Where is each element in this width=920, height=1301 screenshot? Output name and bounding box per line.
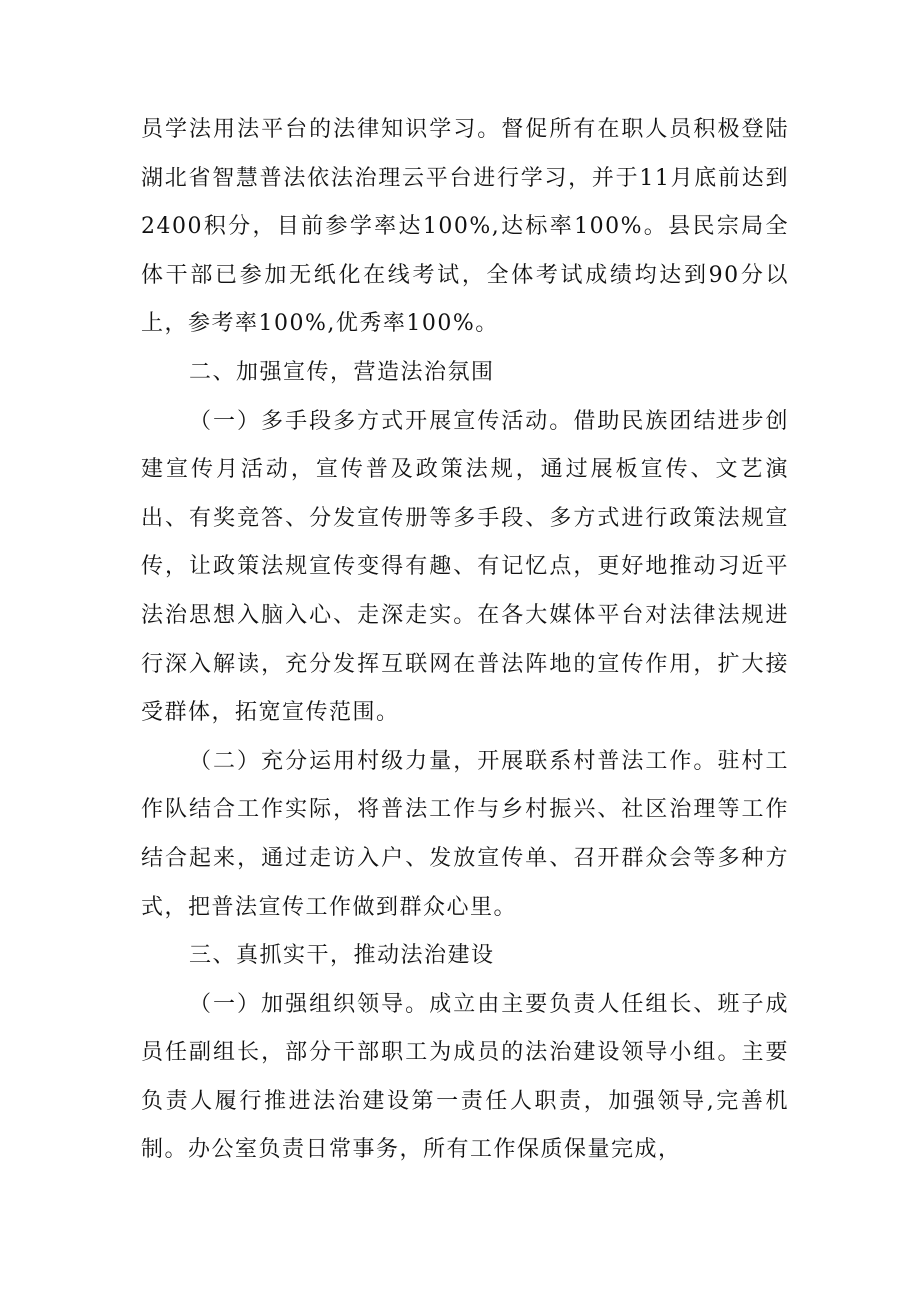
document-body <box>141 106 789 1175</box>
paragraph-2-2: （二）充分运用村级力量，开展联系村普法工作。驻村工作队结合工作实际，将普法工作与乡村振兴、社区治理等工作结合起来，通过走访入户、发放宣传单、召开群众会等多种方式，把普法宣传工作做到群众心里。 <box>141 748 789 920</box>
section-heading-2: 二、加强宣传，营造法治氛围 <box>189 359 495 385</box>
paragraph-3-1: （一）加强组织领导。成立由主要负责人任组长、班子成员任副组长，部分干部职工为成员的法治建设领导小组。主要负责人履行推进法治建设第一责任人职责，加强领导,完善机制。办公室负责日常事务，所有工作保质保量完成， <box>141 991 789 1163</box>
paragraph-2-1: （一）多手段多方式开展宣传活动。借助民族团结进步创建宣传月活动，宣传普及政策法规，通过展板宣传、文艺演出、有奖竞答、分发宣传册等多手段、多方式进行政策法规宣传，让政策法规宣传变得有趣、有记忆点，更好地推动习近平法治思想入脑入心、走深走实。在各大媒体平台对法律法规进行深入解读，充分发挥互联网在普法阵地的宣传作用，扩大接受群体，拓宽宣传范围。 <box>141 408 789 726</box>
paragraph-intro: 员学法用法平台的法律知识学习。督促所有在职人员积极登陆湖北省智慧普法依法治理云平台进行学习，并于11月底前达到2400积分，目前参学率达100%,达标率100%。县民宗局全体干部已参加无纸化在线考试，全体考试成绩均达到90分以上，参考率100%,优秀率100%。 <box>141 117 789 337</box>
section-heading-3: 三、真抓实干，推动法治建设 <box>189 943 495 969</box>
